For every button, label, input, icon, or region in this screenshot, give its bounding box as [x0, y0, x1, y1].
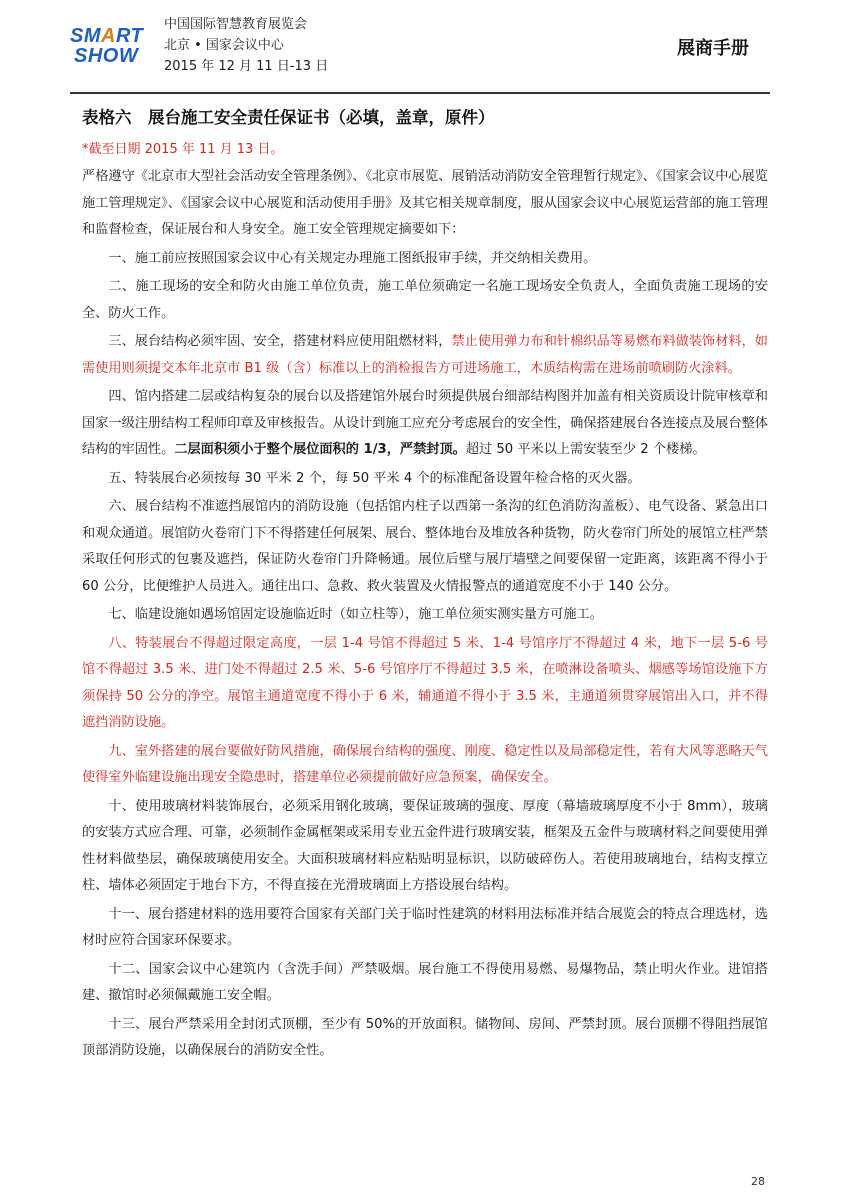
page-number: 28 — [751, 1175, 765, 1188]
item-3-warning: 禁止使用弹力布和针棉织品等易燃布料做装饰材料，如需使用则须提交本年北京市 B1 级（含）标准以上的消检报告方可进场施工，木质结构需在进场前喷刷防火涂料。 — [82, 334, 768, 376]
item-4-text-end: 超过 50 平米以上需安装至少 2 个楼梯。 — [465, 442, 706, 457]
item-1: 一、施工前应按照国家会议中心有关规定办理施工图纸报审手续，并交纳相关费用。 — [108, 250, 597, 266]
item-4-text: 四、馆内搭建二层或结构复杂的展台以及搭建馆外展台时须提供展台细部结构图并加盖有相关资质设计院审核章和国家一级注册结构工程师印章及审核报告。从设计到施工应充分考虑展台的安全性，确保搭建展台各连接点及展台整体结构的牢固性。 — [82, 389, 768, 457]
item-11: 十一、展台搭建材料的选用要符合国家有关部门关于临时性建筑的材料用法标准并结合展览会的特点合理选材，选材时应符合国家环保要求。 — [82, 906, 768, 948]
item-7: 七、临建设施如遇场馆固定设施临近时（如立柱等），施工单位须实测实量方可施工。 — [108, 607, 603, 622]
document-body — [82, 104, 768, 1067]
item-8: 八、特装展台不得超过限定高度，一层 1-4 号馆不得超过 5 米、1-4 号馆序厅不得超过 4 米，地下一层 5-6 号馆不得超过 3.5 米、进门处不得超过 2.5 米、5-6 号馆序厅不得超过 3.5 米，在喷淋设备喷头、烟感等场馆设施下方须保持 50 公分的净空。展馆主通道宽度不得小于 6 米，辅通道不得小于 3.5 米，主通道须贯穿展馆出入口，并不得遮挡消防设施。 — [82, 635, 768, 730]
form-title: 表格六 展台施工安全责任保证书（必填，盖章，原件） — [82, 108, 495, 127]
item-5: 五、特装展台必须按每 30 平米 2 个，每 50 平米 4 个的标准配备设置年检合格的灭火器。 — [108, 470, 641, 486]
manual-title: 展商手册 — [677, 38, 749, 59]
header-info — [164, 14, 328, 77]
item-13: 十三、展台严禁采用全封闭式顶棚，至少有 50%的开放面积。储物间、房间、严禁封顶。展台顶棚不得阻挡展馆顶部消防设施，以确保展台的消防安全性。 — [82, 1016, 768, 1058]
item-6: 六、展台结构不准遮挡展馆内的消防设施（包括馆内柱子以西第一条沟的红色消防沟盖板）、电气设备、紧急出口和观众通道。展馆防火卷帘门下不得搭建任何展架、展台、整体地台及堆放各种货物，防火卷帘门所处的展馆立柱严禁采取任何形式的包裹及遮挡，保证防火卷帘门升降畅通。展位后壁与展厅墙壁之间要保留一定距离，该距离不得小于 60 公分，比便维护人员进入。通往出口、急救、救火装置及火情报警点的通道宽度不小于 140 公分。 — [82, 499, 768, 594]
exhibition-dates: 2015 年 12 月 11 日-13 日 — [164, 59, 329, 74]
intro-paragraph: 严格遵守《北京市大型社会活动安全管理条例》、《北京市展览、展销活动消防安全管理暂行规定》、《国家会议中心展览施工管理规定》、《国家会议中心展览和活动使用手册》及其它相关规章制度，服从国家会议中心展览运营部的施工管理和监督检查，保证展台和人身安全。施工安全管理规定摘要如下： — [82, 169, 768, 237]
logo-accent-letter: A — [101, 25, 116, 47]
item-9: 九、室外搭建的展台要做好防风措施，确保展台结构的强度、刚度、稳定性以及局部稳定性，若有大风等恶略天气使得室外临建设施出现安全隐患时，搭建单位必须提前做好应急预案，确保安全。 — [82, 743, 768, 785]
exhibition-name: 中国国际智慧教育展览会 — [164, 17, 308, 32]
page-header — [0, 0, 845, 100]
smart-show-logo — [70, 26, 158, 72]
exhibition-venue: 北京 • 国家会议中心 — [164, 38, 284, 53]
item-12: 十二、国家会议中心建筑内（含洗手间）严禁吸烟。展台施工不得使用易燃、易爆物品，禁止明火作业。进馆搭建、撤馆时必须佩戴施工安全帽。 — [82, 961, 768, 1003]
item-3 — [82, 329, 768, 382]
logo-line-1: SMART — [70, 25, 144, 47]
item-3-text: 三、展台结构必须牢固、安全，搭建材料应使用阻燃材料， — [108, 334, 452, 349]
item-2: 二、施工现场的安全和防火由施工单位负责，施工单位须确定一名施工现场安全负责人，全面负责施工现场的安全、防火工作。 — [82, 279, 768, 321]
logo-line-2: SHOW — [74, 45, 139, 67]
item-4 — [82, 384, 768, 464]
item-10: 十、使用玻璃材料装饰展台，必须采用钢化玻璃，要保证玻璃的强度、厚度（幕墙玻璃厚度不小于 8mm），玻璃的安装方式应合理、可靠，必须制作金属框架或采用专业五金件进行玻璃安装，框架及五金件与玻璃材料之间要使用弹性材料做垫层，确保玻璃使用安全。大面积玻璃材料应粘贴明显标识，以防破碎伤人。若使用玻璃地台，结构支撑立柱、墙体必须固定于地台下方，不得直接在光滑玻璃面上方搭设展台结构。 — [82, 798, 768, 893]
item-4-bold: 二层面积须小于整个展位面积的 1/3，严禁封顶。 — [174, 442, 466, 457]
header-divider — [70, 92, 770, 94]
deadline-note: *截至日期 2015 年 11 月 13 日。 — [82, 142, 284, 157]
